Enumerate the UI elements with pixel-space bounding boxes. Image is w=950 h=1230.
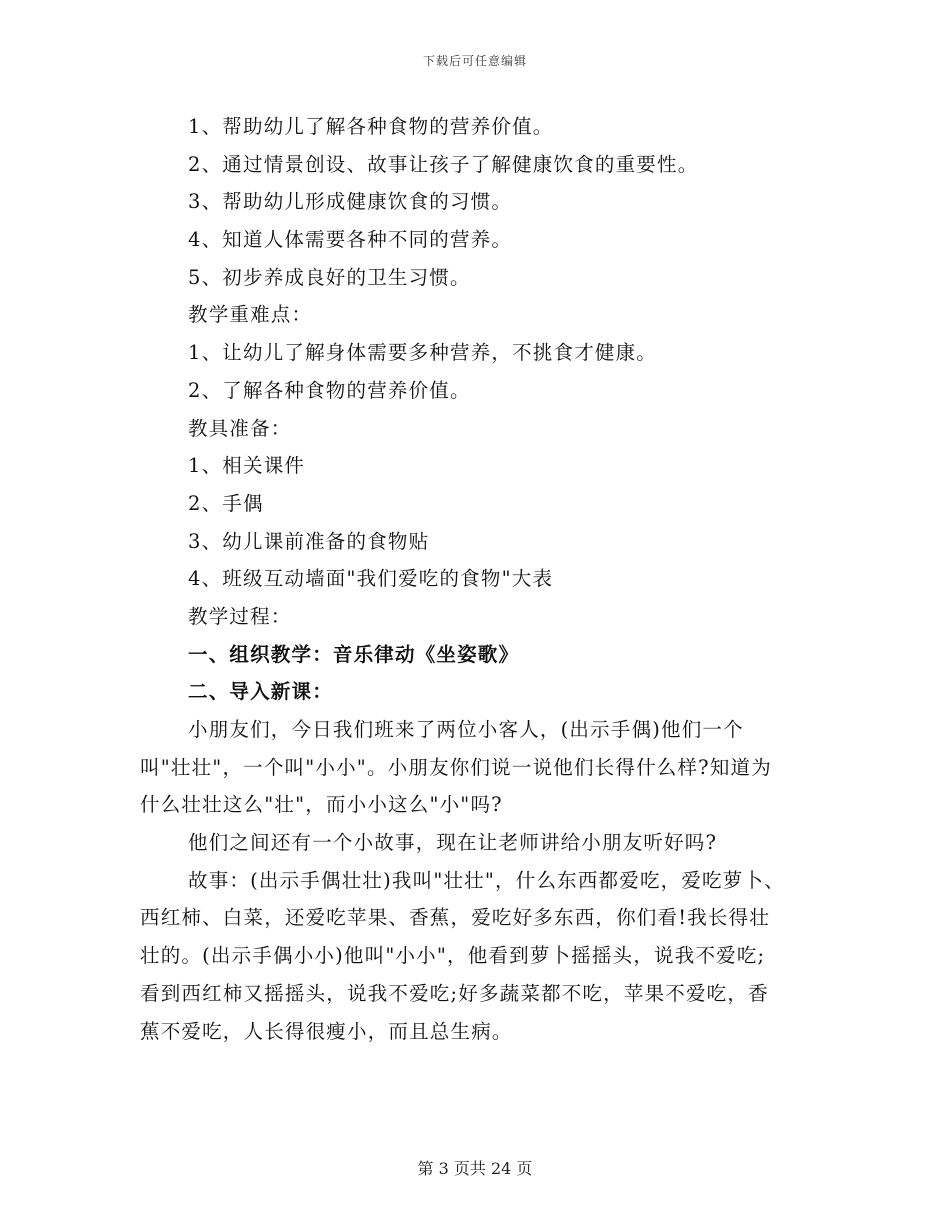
intro-paragraph-line: 叫"壮壮"，一个叫"小小"。小朋友你们说一说他们长得什么样?知道为 <box>140 755 772 779</box>
story-paragraph-line: 故事：(出示手偶壮壮)我叫"壮壮"，什么东西都爱吃，爱吃萝卜、 <box>188 868 785 892</box>
key-point-line-2: 2、了解各种食物的营养价值。 <box>188 378 471 402</box>
materials-heading: 教具准备： <box>188 416 292 440</box>
story-paragraph-line: 蕉不爱吃，人长得很瘦小，而且总生病。 <box>140 1019 513 1043</box>
objective-line-2: 2、通过情景创设、故事让孩子了解健康饮食的重要性。 <box>188 152 699 176</box>
page-footer: 第 3 页共 24 页 <box>417 1159 533 1178</box>
key-point-line-1: 1、让幼儿了解身体需要多种营养，不挑食才健康。 <box>188 341 658 365</box>
intro-paragraph-line: 什么壮壮这么"壮"，而小小这么"小"吗? <box>140 793 503 817</box>
material-line-2: 2、手偶 <box>188 491 264 515</box>
material-line-4: 4、班级互动墙面"我们爱吃的食物"大表 <box>188 567 554 591</box>
story-paragraph-line: 西红柿、白菜，还爱吃苹果、香蕉，爱吃好多东西，你们看!我长得壮 <box>140 906 771 930</box>
objective-line-5: 5、初步养成良好的卫生习惯。 <box>188 265 471 289</box>
story-paragraph-line: 壮的。(出示手偶小小)他叫"小小"，他看到萝卜摇摇头，说我不爱吃; <box>140 944 766 968</box>
objective-line-3: 3、帮助幼儿形成健康饮食的习惯。 <box>188 190 513 214</box>
section-heading-1: 一、组织教学：音乐律动《坐姿歌》 <box>188 642 520 666</box>
objective-line-1: 1、帮助幼儿了解各种食物的营养价值。 <box>188 115 554 138</box>
key-points-heading: 教学重难点： <box>188 303 313 327</box>
document-body <box>140 108 820 1050</box>
intro-paragraph <box>140 711 820 824</box>
process-heading: 教学过程： <box>188 604 292 628</box>
story-paragraph-line: 看到西红柿又摇摇头，说我不爱吃;好多蔬菜都不吃，苹果不爱吃，香 <box>140 981 769 1005</box>
page-header: 下载后可任意编辑 <box>422 54 527 68</box>
story-intro-line: 他们之间还有一个小故事，现在让老师讲给小朋友听好吗? <box>188 831 718 855</box>
story-intro-paragraph <box>140 824 820 862</box>
material-line-1: 1、相关课件 <box>188 454 306 478</box>
story-paragraph <box>140 862 820 1050</box>
intro-paragraph-line: 小朋友们，今日我们班来了两位小客人，(出示手偶)他们一个 <box>188 718 744 741</box>
material-line-3: 3、幼儿课前准备的食物贴 <box>188 529 430 553</box>
section-heading-2: 二、导入新课： <box>188 680 333 704</box>
objective-line-4: 4、知道人体需要各种不同的营养。 <box>188 228 513 252</box>
